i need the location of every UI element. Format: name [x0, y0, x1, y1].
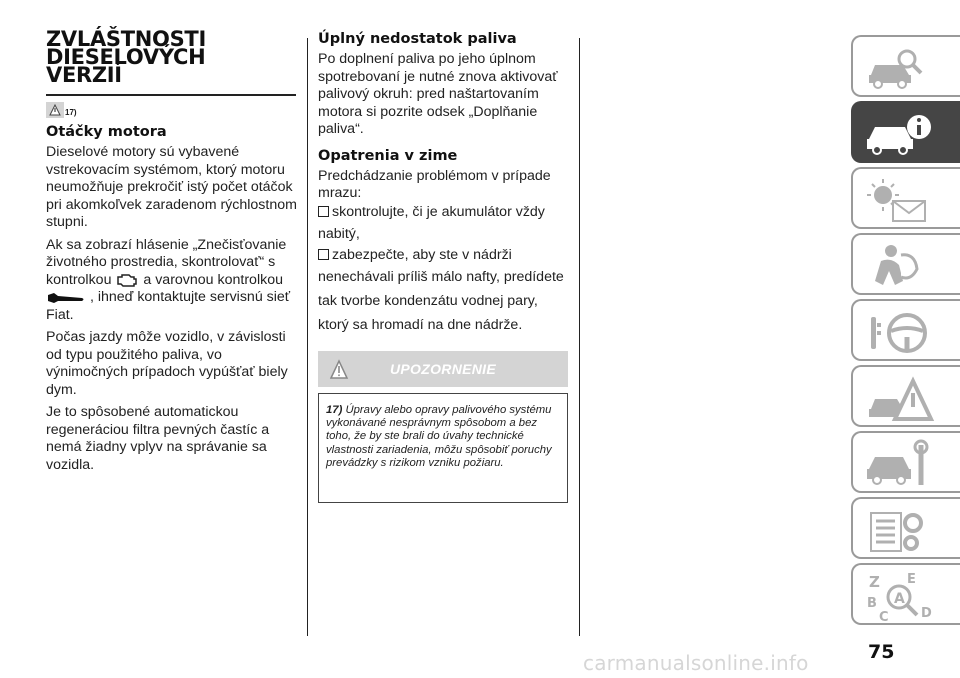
- page-number: 75: [868, 641, 895, 663]
- engine-check-icon: [115, 272, 139, 288]
- svg-text:Z: Z: [869, 573, 880, 591]
- title-rule: [46, 94, 296, 96]
- bullet-box-icon: [318, 249, 329, 260]
- pollution-text-part3: , ihneď kontaktujte servisnú sieť Fiat.: [46, 289, 291, 323]
- regeneration-text: Je to spôsobené automatickou regeneráciou filtra pevných častíc a nemá žiadny vplyv na správanie sa vozidla.: [46, 404, 270, 473]
- warning-text: Úpravy alebo opravy palivového systému vykonávané nesprávnym spôsobom a bez toho, že by ste brali do úvahy technické vlastnosti zariadenia, môžu spôsobiť poruchy prevádzky s rizikom vzniku požiaru.: [326, 403, 552, 470]
- specs-gear-icon: [865, 505, 935, 559]
- tab-warning-lights[interactable]: [851, 167, 960, 229]
- column-divider-1: [307, 38, 308, 636]
- pollution-warning-text: [46, 237, 298, 325]
- fuel-shortage-text: Po doplnení paliva po jeho úplnom spotrebovaní je nutné znova aktivovať palivový okruh: pred naštartovaním motora si pozrite odsek „Doplňanie paliva“.: [318, 51, 558, 137]
- tab-car-info[interactable]: [851, 101, 960, 163]
- car-info-icon: [865, 109, 935, 159]
- tab-car-search[interactable]: [851, 35, 960, 97]
- svg-text:D: D: [921, 606, 932, 621]
- alphabet-index-icon: [865, 571, 935, 625]
- car-search-icon: [865, 43, 925, 93]
- tab-specs[interactable]: [851, 497, 960, 559]
- winter-intro-text: Predchádzanie problémom v prípade mrazu:: [318, 167, 551, 201]
- tab-steering-key[interactable]: [851, 299, 960, 361]
- pollution-text-part1: Ak sa zobrazí hlásenie „Znečisťovanie životného prostredia, skontrolovať“ s kontrolkou: [46, 236, 287, 288]
- tab-safety[interactable]: [851, 233, 960, 295]
- section-heading-engine-speed: Otáčky motora: [46, 124, 167, 140]
- car-service-icon: [865, 439, 935, 493]
- warning-ref-number: 17): [65, 108, 77, 117]
- title-line-3: VERZIÍ: [46, 63, 122, 87]
- safety-icon: [865, 241, 935, 295]
- warning-number: 17): [326, 403, 343, 416]
- tab-car-service[interactable]: [851, 431, 960, 493]
- tab-alphabet-index[interactable]: [851, 563, 960, 625]
- emergency-triangle-icon: [865, 373, 935, 427]
- chapter-title: [46, 27, 298, 87]
- warning-reference: [46, 102, 298, 118]
- svg-text:C: C: [879, 610, 889, 625]
- white-smoke-text: Počas jazdy môže vozidlo, v závislosti od typu použitého paliva, vo výnimočných prípadoch vypúšťať biely dym.: [46, 329, 288, 398]
- wrench-icon: [46, 290, 86, 304]
- warning-box: [318, 351, 568, 503]
- section-heading-fuel: Úplný nedostatok paliva: [318, 31, 517, 47]
- svg-text:A: A: [894, 591, 905, 607]
- middle-column: [318, 30, 570, 503]
- watermark: carmanualsonline.info: [583, 651, 809, 675]
- warning-title: UPOZORNENIE: [390, 360, 496, 377]
- steering-key-icon: [865, 307, 935, 361]
- tab-emergency[interactable]: [851, 365, 960, 427]
- warning-lights-icon: [865, 175, 935, 225]
- bullet-fuel-level: zabezpečte, aby ste v nádrži nenechávali príliš málo nafty, predídete tak tvorbe kondenzátu vodnej pary, ktorý sa hromadí na dne nádrže.: [318, 246, 564, 333]
- bullet-battery: skontrolujte, či je akumulátor vždy nabitý,: [318, 203, 545, 242]
- warning-body: [318, 393, 568, 503]
- bullet-box-icon: [318, 206, 329, 217]
- svg-text:B: B: [867, 596, 877, 611]
- section-heading-winter: Opatrenia v zime: [318, 147, 458, 164]
- svg-text:E: E: [907, 572, 916, 587]
- warning-small-icon: [46, 102, 64, 118]
- title-line-1: ZVLÁŠTNOSTI: [46, 27, 206, 51]
- column-divider-2: [579, 38, 580, 636]
- left-column: [46, 27, 298, 474]
- warning-header: [318, 351, 568, 387]
- title-line-2: DIESELOVÝCH: [46, 45, 206, 69]
- engine-speed-text: Dieselové motory sú vybavené vstrekovacím systémom, ktorý motoru neumožňuje prekročiť istý počet otáčok pri akomkoľvek zaradenom rýchlostnom stupni.: [46, 144, 297, 230]
- pollution-text-part2: a varovnou kontrolkou: [143, 271, 283, 288]
